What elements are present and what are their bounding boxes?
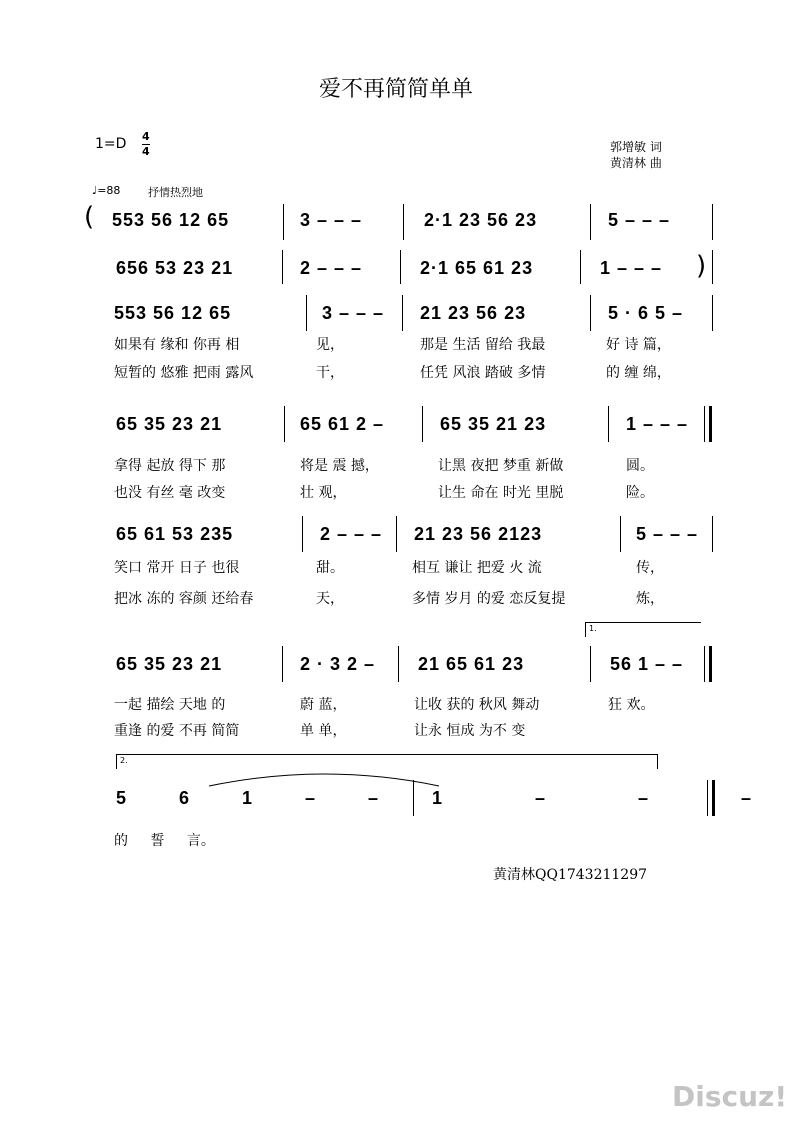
lyric-line-1: 那是 生活 留给 我最 xyxy=(420,337,546,353)
lyric-line-1: 将是 震 撼， xyxy=(300,458,379,474)
bar-line xyxy=(282,250,283,284)
lyric-line-1: 甜。 xyxy=(316,560,344,576)
tie-arc xyxy=(205,768,445,788)
time-signature-top: 4 xyxy=(142,130,150,143)
lyric-line-2: 让永 恒成 为不 变 xyxy=(414,723,526,739)
bar-line xyxy=(403,204,404,240)
lyric-line-2: 重逢 的爱 不再 简简 xyxy=(114,723,240,739)
lyric-line-2: 把冰 冻的 容颜 还给春 xyxy=(114,591,254,607)
bar-line xyxy=(712,516,713,552)
bar-line xyxy=(398,646,399,682)
lyric-line-1: 见， xyxy=(316,337,344,353)
measure-notes: 65 35 21 23 xyxy=(440,414,547,434)
measure-notes: 553 56 12 65 xyxy=(112,210,230,230)
repeat-open-paren: ( xyxy=(84,202,95,232)
bar-line xyxy=(283,204,284,240)
volta-bracket-second xyxy=(116,754,658,769)
measure-notes: 21 65 61 23 xyxy=(418,654,525,674)
volta-number: 2. xyxy=(120,756,128,765)
measure-notes: 65 35 23 21 xyxy=(116,654,223,674)
measure-notes: 1 – – – xyxy=(626,414,689,434)
lyric-line-1: 让黑 夜把 梦重 新做 xyxy=(438,458,564,474)
lyric-line-2: 让生 命在 时光 里脱 xyxy=(438,485,564,501)
measure-notes: 5 6 1 – – xyxy=(116,788,380,808)
bar-line xyxy=(590,646,591,682)
lyricist-credit: 郭增敏 词 xyxy=(610,140,662,154)
song-title: 爱不再简简单单 xyxy=(318,77,473,102)
measure-notes: 2·1 65 61 23 xyxy=(420,258,534,278)
lyric-line-2: 多情 岁月 的爱 恋反复提 xyxy=(412,591,566,607)
measure-notes: 5 · 6 5 – xyxy=(608,303,684,323)
final-barline xyxy=(707,780,715,816)
lyric-line-1: 笑口 常开 日子 也很 xyxy=(114,560,240,576)
lyric-line-2: 也没 有丝 毫 改变 xyxy=(114,485,226,501)
repeat-end-barline xyxy=(704,406,712,442)
time-signature-bottom: 4 xyxy=(142,145,150,158)
measure-notes: 65 61 53 235 xyxy=(116,524,234,544)
lyric-line-1: 传， xyxy=(636,560,664,576)
measure-notes: 553 56 12 65 xyxy=(114,303,232,323)
bar-line xyxy=(402,295,403,331)
lyric-line-1: 的 誓 言。 xyxy=(114,833,215,849)
lyric-line-2: 短暂的 悠雅 把雨 露风 xyxy=(114,365,254,381)
measure-notes: 2 – – – xyxy=(300,258,363,278)
bar-line xyxy=(608,406,609,442)
bar-line xyxy=(620,516,621,552)
volta-bracket-first xyxy=(585,622,701,637)
bar-line xyxy=(422,406,423,442)
measure-notes: 1 – – – xyxy=(600,258,663,278)
bar-line xyxy=(306,295,307,331)
lyric-line-2: 的 缠 绵， xyxy=(606,365,671,381)
measure-notes: 5 – – – xyxy=(608,210,671,230)
measure-notes: 656 53 23 21 xyxy=(116,258,234,278)
measure-notes: 65 35 23 21 xyxy=(116,414,223,434)
lyric-line-1: 让收 获的 秋风 舞动 xyxy=(414,697,540,713)
bar-line xyxy=(400,250,401,284)
volta-number: 1. xyxy=(589,624,597,633)
lyric-line-2: 干， xyxy=(316,365,344,381)
lyric-line-1: 一起 描绘 天地 的 xyxy=(114,697,226,713)
measure-notes: 21 23 56 2123 xyxy=(414,524,543,544)
bar-line xyxy=(284,406,285,442)
measure-notes: 2 · 3 2 – xyxy=(300,654,376,674)
measure-notes: 3 – – – xyxy=(322,303,385,323)
lyric-line-2: 壮 观， xyxy=(300,485,347,501)
lyric-line-1: 拿得 起放 得下 那 xyxy=(114,458,226,474)
bar-line xyxy=(712,204,713,240)
expression-marking: 抒情热烈地 xyxy=(148,186,203,199)
tempo-marking: ♩=88 xyxy=(92,184,121,197)
bar-line xyxy=(712,250,713,284)
composer-credit: 黄清林 曲 xyxy=(610,156,662,170)
lyric-line-2: 任凭 风浪 踏破 多情 xyxy=(420,365,546,381)
bar-line xyxy=(302,516,303,552)
measure-notes: 21 23 56 23 xyxy=(420,303,527,323)
bar-line xyxy=(396,516,397,552)
lyric-line-1: 狂 欢。 xyxy=(608,697,655,713)
lyric-line-1: 相互 谦让 把爱 火 流 xyxy=(412,560,542,576)
lyric-line-1: 好 诗 篇， xyxy=(606,337,671,353)
lyric-line-2: 炼， xyxy=(636,591,664,607)
lyric-line-1: 如果有 缘和 你再 相 xyxy=(114,337,240,353)
measure-notes: 2 – – – xyxy=(320,524,383,544)
repeat-end-barline xyxy=(704,646,712,682)
bar-line xyxy=(712,295,713,331)
bar-line xyxy=(590,295,591,331)
measure-notes: 56 1 – – xyxy=(610,654,684,674)
lyric-line-1: 蔚 蓝， xyxy=(300,697,347,713)
lyric-line-2: 天， xyxy=(316,591,344,607)
measure-notes: 1 – – – xyxy=(432,788,753,808)
measure-notes: 5 – – – xyxy=(636,524,699,544)
measure-notes: 2·1 23 56 23 xyxy=(424,210,538,230)
measure-notes: 3 – – – xyxy=(300,210,363,230)
lyric-line-1: 圆。 xyxy=(626,458,654,474)
bar-line xyxy=(580,250,581,284)
measure-notes: 65 61 2 – xyxy=(300,414,385,434)
bar-line xyxy=(590,204,591,240)
watermark-logo: Discuz! xyxy=(672,1080,788,1113)
lyric-line-2: 险。 xyxy=(626,485,654,501)
arranger-signature: 黄清林QQ1743211297 xyxy=(493,867,648,883)
bar-line xyxy=(413,780,414,816)
key-signature: 1=D xyxy=(95,136,127,152)
lyric-line-2: 单 单， xyxy=(300,723,347,739)
bar-line xyxy=(282,646,283,682)
repeat-close-paren: ) xyxy=(696,251,707,281)
